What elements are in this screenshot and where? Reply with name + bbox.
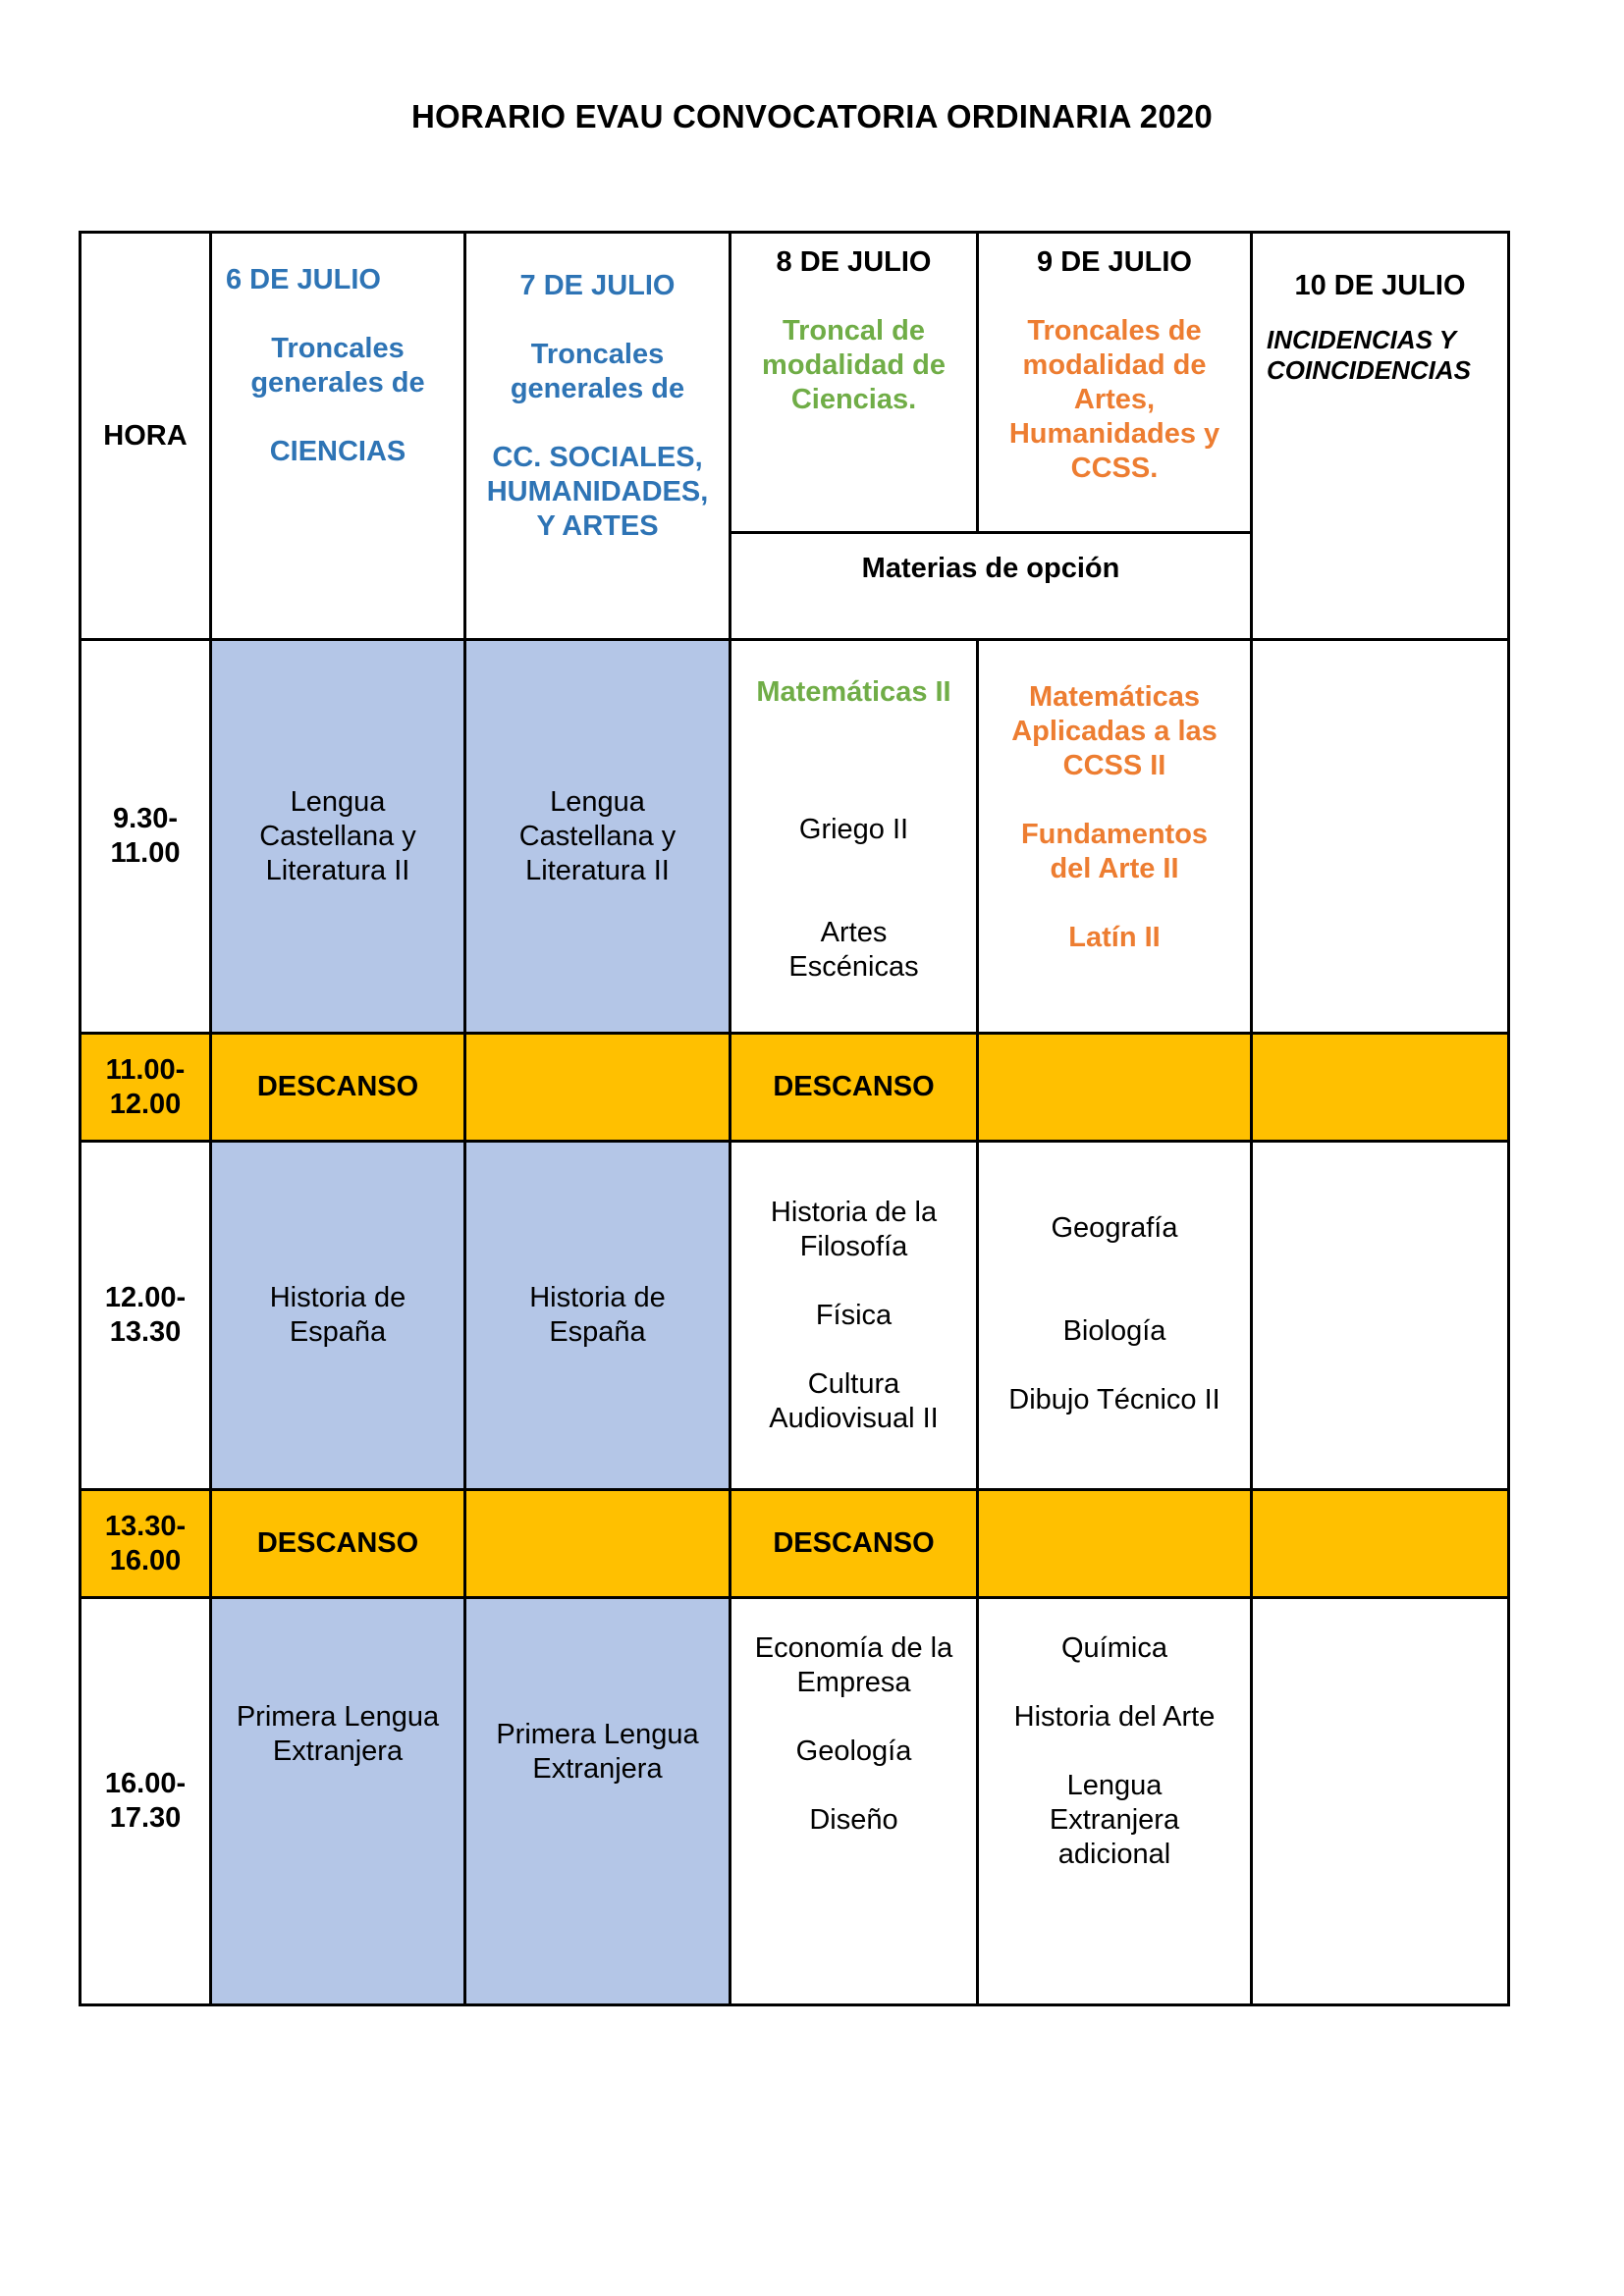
header-day-7 (465, 233, 731, 640)
subject-text: Historia de (529, 1282, 666, 1313)
break-cell (731, 1490, 978, 1598)
subject-text: Griego II (798, 814, 909, 845)
subject-text: Empresa (796, 1667, 911, 1698)
subject-text: Historia de la (770, 1196, 938, 1228)
subject-cell (978, 1142, 1252, 1490)
subject-cell (465, 1142, 731, 1490)
empty-cell (1252, 1598, 1509, 2005)
hora-text: 16.00 (109, 1544, 182, 1576)
subject-text: Aplicadas a las (1011, 716, 1218, 747)
header-text: INCIDENCIAS Y (1267, 325, 1457, 354)
subject-text: Literatura II (525, 854, 670, 886)
subject-text: Escénicas (788, 951, 919, 983)
break-cell (1252, 1490, 1509, 1598)
subject-text: adicional (1057, 1839, 1171, 1870)
hora-text: 12.00 (109, 1088, 182, 1120)
subject-text: Primera Lengua (496, 1719, 699, 1750)
subject-text: Audiovisual II (769, 1402, 939, 1434)
break-cell (978, 1034, 1252, 1142)
hora-text: 17.30 (109, 1802, 182, 1834)
header-text: Y ARTES (536, 510, 659, 542)
materias-de-opcion (731, 533, 1252, 640)
header-text: Troncal de (782, 315, 926, 347)
subject-text: Primera Lengua (236, 1701, 440, 1733)
header-text: generales de (510, 373, 685, 404)
header-text: CIENCIAS (269, 436, 406, 467)
header-text: modalidad de (762, 349, 946, 381)
hora-text: 11.00- (105, 1053, 186, 1086)
subject-text: Fundamentos (1020, 819, 1209, 850)
hora-text: 12.00- (104, 1282, 187, 1313)
subject-text: Dibujo Técnico II (1008, 1384, 1220, 1415)
header-day-8 (731, 233, 978, 533)
subject-cell (465, 1598, 731, 2005)
subject-cell (731, 1142, 978, 1490)
hora-text: 9.30- (112, 803, 179, 834)
header-text: Ciencias. (790, 384, 917, 415)
subject-text: Extranjera (532, 1753, 663, 1785)
subject-text: Artes (820, 917, 888, 948)
subject-text: España (289, 1316, 387, 1348)
hora-cell (81, 1490, 211, 1598)
header-text: Troncales de (1027, 315, 1202, 347)
hora-cell (81, 1034, 211, 1142)
hora-cell (81, 640, 211, 1034)
break-cell (731, 1034, 978, 1142)
hora-text: 11.00 (110, 837, 181, 869)
header-text: COINCIDENCIAS (1267, 355, 1472, 385)
opcion-label: Materias de opción (861, 553, 1120, 584)
header-text: CC. SOCIALES, (492, 442, 703, 473)
subject-cell (465, 640, 731, 1034)
break-cell (465, 1034, 731, 1142)
schedule-table (79, 231, 1510, 2006)
subject-cell (731, 640, 978, 1034)
header-day-10 (1252, 233, 1509, 640)
header-text: Troncales (271, 333, 405, 364)
header-day-9 (978, 233, 1252, 533)
date-7-julio: 7 DE JULIO (519, 270, 676, 301)
subject-text: Literatura II (265, 854, 410, 886)
subject-text: Física (815, 1299, 893, 1331)
subject-text: Historia del Arte (1013, 1701, 1216, 1733)
subject-cell (978, 640, 1252, 1034)
subject-text: Economía de la (754, 1632, 953, 1664)
subject-text: CCSS II (1062, 750, 1166, 781)
descanso-label: DESCANSO (773, 1071, 935, 1102)
subject-text: Lengua (550, 785, 645, 818)
subject-cell (211, 640, 465, 1034)
empty-cell (1252, 640, 1509, 1034)
date-6-julio: 6 DE JULIO (226, 264, 381, 295)
date-8-julio: 8 DE JULIO (776, 246, 932, 278)
header-text: Humanidades y (1008, 418, 1220, 450)
break-cell (211, 1034, 465, 1142)
subject-cell (978, 1598, 1252, 2005)
descanso-label: DESCANSO (773, 1527, 935, 1559)
descanso-label: DESCANSO (256, 1527, 419, 1559)
subject-text: Latín II (1068, 922, 1161, 953)
hora-text: 13.30- (104, 1510, 187, 1542)
descanso-label: DESCANSO (256, 1071, 419, 1102)
hora-cell (81, 1142, 211, 1490)
hora-label: HORA (103, 419, 188, 452)
subject-text: Lengua (1066, 1770, 1163, 1801)
subject-text: Diseño (809, 1804, 898, 1836)
header-text: Troncales (530, 339, 665, 370)
date-9-julio: 9 DE JULIO (1037, 246, 1192, 278)
subject-cell (211, 1142, 465, 1490)
header-text: modalidad de (1022, 349, 1207, 381)
subject-text: Química (1061, 1632, 1167, 1664)
break-cell (978, 1490, 1252, 1598)
header-text: HUMANIDADES, (486, 476, 709, 507)
subject-text: Biología (1062, 1315, 1166, 1347)
break-cell (211, 1490, 465, 1598)
subject-text: Matemáticas (1028, 681, 1201, 713)
header-text: CCSS. (1070, 453, 1159, 484)
subject-text: Cultura (807, 1367, 900, 1400)
header-text: Artes, (1073, 384, 1156, 415)
hora-text: 16.00- (104, 1768, 187, 1799)
subject-text: Historia de (269, 1282, 406, 1313)
subject-text: Geología (795, 1735, 912, 1767)
subject-cell (211, 1598, 465, 2005)
subject-text: España (549, 1316, 646, 1348)
header-day-6 (211, 233, 465, 640)
subject-cell (731, 1598, 978, 2005)
subject-text: Lengua (290, 785, 386, 818)
subject-text: Extranjera (272, 1735, 404, 1767)
subject-text: del Arte II (1050, 853, 1179, 884)
date-10-julio: 10 DE JULIO (1294, 270, 1466, 301)
empty-cell (1252, 1142, 1509, 1490)
subject-text: Filosofía (799, 1230, 908, 1262)
page-title: HORARIO EVAU CONVOCATORIA ORDINARIA 2020 (411, 98, 1213, 134)
header-text: generales de (250, 367, 425, 399)
subject-text: Castellana y (259, 820, 416, 852)
hora-text: 13.30 (109, 1316, 182, 1348)
header-hora (81, 233, 211, 640)
subject-text: Castellana y (518, 820, 677, 852)
subject-text: Geografía (1051, 1212, 1178, 1244)
break-cell (465, 1490, 731, 1598)
hora-cell (81, 1598, 211, 2005)
subject-text: Extranjera (1049, 1804, 1180, 1836)
break-cell (1252, 1034, 1509, 1142)
subject-text: Matemáticas II (756, 676, 951, 708)
